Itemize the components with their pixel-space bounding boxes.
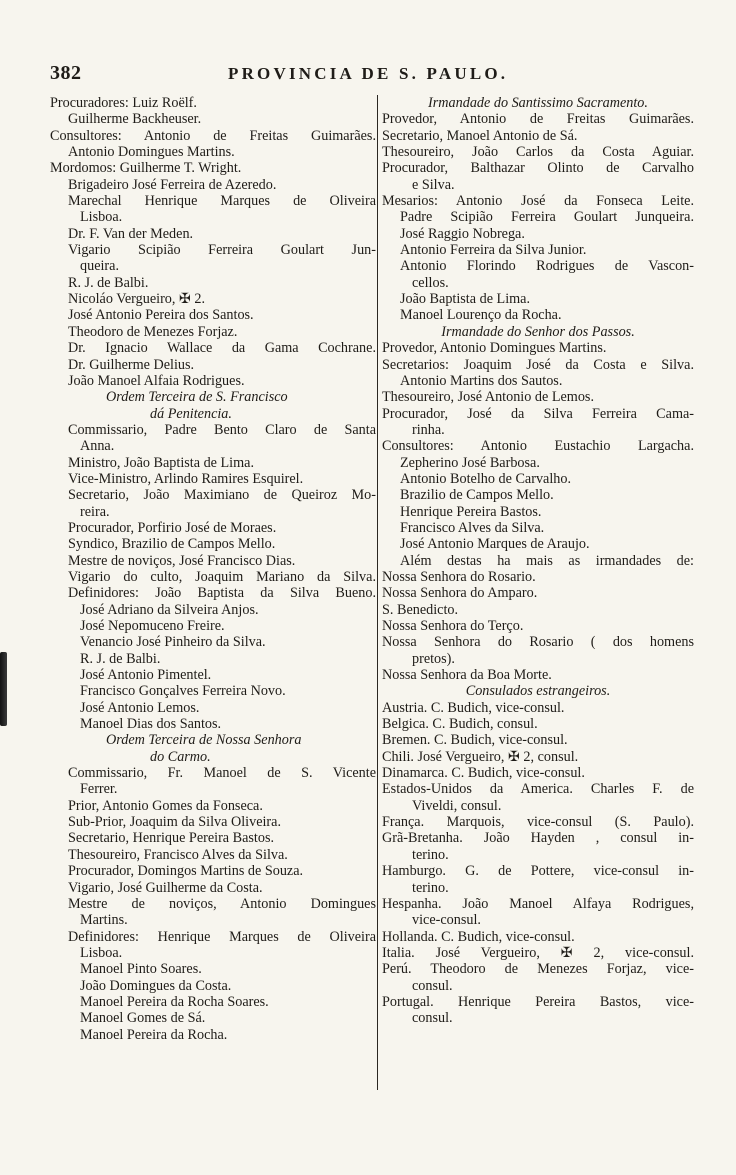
left-column-text-line: Dr. Ignacio Wallace da Gama Cochrane. (68, 340, 376, 357)
left-column-text-line: Antonio Domingues Martins. (68, 144, 235, 161)
right-column-text-line: Nossa Senhora do Amparo. (382, 585, 538, 602)
left-column-text-line: Mestre de noviços, José Francisco Dias. (68, 552, 296, 569)
right-column-text-line: Zepherino José Barbosa. (400, 454, 540, 471)
left-column-text-line: Lisboa. (80, 209, 123, 226)
left-column-text-line: Martins. (80, 912, 128, 929)
left-column-text-line: José Nepomuceno Freire. (80, 618, 225, 634)
right-column-text-line: Grã-Bretanha. João Hayden , consul in- (382, 830, 694, 847)
left-column-section-heading: do Carmo. (150, 748, 211, 765)
right-column-text-line: S. Benedicto. (382, 601, 459, 618)
left-column-text-line: Sub-Prior, Joaquim da Silva Oliveira. (68, 814, 282, 831)
right-column-text-line: Perú. Theodoro de Menezes Forjaz, vice- (382, 961, 694, 978)
right-column-text-line: José Raggio Nobrega. (400, 225, 525, 242)
left-column-text-line: R. J. de Balbi. (68, 274, 149, 291)
right-column-text-line: Henrique Pereira Bastos. (400, 503, 542, 520)
right-column-text-line: Nossa Senhora do Rosario ( dos homens (382, 634, 694, 651)
left-column-text-line: Manoel Pereira da Rocha. (80, 1026, 228, 1043)
right-column-text-line: e Silva. (412, 176, 455, 193)
right-column-section-heading: Consulados estrangeiros. (465, 683, 611, 700)
right-column-text-line: terino. (412, 846, 449, 863)
page-number: 382 (50, 62, 82, 84)
right-column-text-line: Provedor, Antonio de Freitas Guimarães. (382, 111, 694, 128)
left-column-text-line: Procurador, Porfirio José de Moraes. (68, 519, 277, 536)
left-column-text-line: Theodoro de Menezes Forjaz. (68, 323, 238, 340)
right-column-text-line: Estados-Unidos da America. Charles F. de (382, 781, 694, 798)
left-column-text-line: José Antonio Pereira dos Santos. (68, 307, 254, 324)
running-title: PROVINCIA DE S. PAULO. (228, 64, 509, 83)
right-column-text-line: João Baptista de Lima. (400, 291, 531, 308)
right-column-text-line: rinha. (412, 421, 445, 438)
right-column-text-line: consul. (412, 1010, 453, 1027)
right-column-section-heading: Irmandade do Senhor dos Passos. (441, 323, 635, 340)
left-column (50, 95, 376, 1043)
left-column-text-line: Vigario, José Guilherme da Costa. (68, 879, 263, 896)
right-column-text-line: Nossa Senhora do Terço. (382, 618, 524, 634)
left-column-text-line: Guilherme Backheuser. (68, 111, 202, 128)
right-column-text-line: Hespanha. João Manoel Alfaya Rodrigues, (382, 895, 694, 912)
right-column-text-line: pretos). (412, 650, 455, 667)
left-column-text-line: Vigario do culto, Joaquim Mariano da Silva. (68, 568, 376, 585)
left-column-text-line: Vigario Scipião Ferreira Goulart Jun- (68, 242, 376, 259)
right-column-text-line: Antonio Florindo Rodrigues de Vascon- (400, 258, 694, 275)
left-column-text-line: José Adriano da Silveira Anjos. (80, 601, 259, 618)
right-column-text-line: Chili. José Vergueiro, ✠ 2, consul. (382, 748, 579, 765)
right-column-section-heading: Irmandade do Santissimo Sacramento. (428, 95, 648, 111)
left-column-text-line: Secretario, João Maximiano de Queiroz Mo- (68, 487, 376, 504)
right-column-text-line: Thesoureiro, João Carlos da Costa Aguiar. (382, 144, 694, 161)
right-column-text-line: Provedor, Antonio Domingues Martins. (382, 340, 607, 357)
right-column-text-line: Secretario, Manoel Antonio de Sá. (382, 127, 578, 144)
left-column-text-line: Procurador, Domingos Martins de Souza. (68, 863, 304, 880)
right-column-text-line: consul. (412, 977, 453, 994)
right-column-text-line: França. Marquois, vice-consul (S. Paulo). (382, 814, 694, 831)
right-column-text-line: Secretarios: Joaquim José da Costa e Silva. (382, 356, 694, 373)
right-column-text-line: Dinamarca. C. Budich, vice-consul. (382, 765, 585, 782)
right-column-text-line: José Antonio Marques de Araujo. (400, 536, 590, 553)
left-column-text-line: Thesoureiro, Francisco Alves da Silva. (68, 846, 288, 863)
left-column-text-line: Manoel Gomes de Sá. (80, 1010, 206, 1027)
right-column-text-line: Bremen. C. Budich, vice-consul. (382, 732, 568, 749)
left-column-text-line: Anna. (80, 438, 115, 455)
left-column-text-line: Nicoláo Vergueiro, ✠ 2. (68, 291, 206, 308)
left-column-text-line: Dr. F. Van der Meden. (68, 225, 194, 242)
left-column-text-line: Procuradores: Luiz Roëlf. (50, 95, 197, 111)
left-column-text-line: Secretario, Henrique Pereira Bastos. (68, 830, 275, 847)
right-column-text-line: terino. (412, 879, 449, 896)
right-column-text-line: Antonio Ferreira da Silva Junior. (400, 242, 587, 259)
left-column-section-heading: dá Penitencia. (150, 405, 232, 422)
left-column-text-line: Francisco Gonçalves Ferreira Novo. (80, 683, 286, 700)
left-column-text-line: Lisboa. (80, 944, 123, 961)
left-column-text-line: Commissario, Fr. Manoel de S. Vicente (68, 765, 376, 782)
right-column-text-line: Além destas ha mais as irmandades de: (400, 552, 694, 569)
right-column-text-line: Consultores: Antonio Eustachio Largacha. (382, 438, 694, 455)
column-divider (377, 95, 378, 1090)
right-column-text-line: Procurador, Balthazar Olinto de Carvalho (382, 160, 694, 177)
left-column-text-line: João Domingues da Costa. (80, 977, 232, 994)
left-column-text-line: José Antonio Pimentel. (80, 667, 212, 684)
right-column-text-line: Nossa Senhora do Rosario. (382, 568, 536, 585)
right-column-text-line: Viveldi, consul. (412, 797, 502, 814)
scan-edge-mark (0, 652, 7, 726)
right-column-text-line: Hollanda. C. Budich, vice-consul. (382, 928, 575, 945)
right-column-text-line: Francisco Alves da Silva. (400, 519, 545, 536)
left-column-text-line: Mestre de noviços, Antonio Domingues (68, 895, 376, 912)
right-column-text-line: Manoel Lourenço da Rocha. (400, 307, 562, 324)
left-column-text-line: Venancio José Pinheiro da Silva. (80, 634, 266, 651)
left-column-text-line: José Antonio Lemos. (80, 699, 200, 716)
right-column-text-line: Nossa Senhora da Boa Morte. (382, 667, 552, 684)
page-header (50, 62, 690, 86)
left-column-text-line: Dr. Guilherme Delius. (68, 356, 195, 373)
left-column-section-heading: Ordem Terceira de S. Francisco (106, 389, 288, 406)
right-column-text-line: Thesoureiro, José Antonio de Lemos. (382, 389, 594, 406)
left-column-text-line: João Manoel Alfaia Rodrigues. (68, 372, 245, 389)
left-column-text-line: Mordomos: Guilherme T. Wright. (50, 160, 242, 177)
right-column-text-line: Brazilio de Campos Mello. (400, 487, 554, 504)
left-column-text-line: queira. (80, 258, 119, 275)
right-column-text-line: Mesarios: Antonio José da Fonseca Leite. (382, 193, 694, 210)
left-column-text-line: Definidores: João Baptista da Silva Bueno. (68, 585, 376, 602)
left-column-text-line: Consultores: Antonio de Freitas Guimarães. (50, 127, 376, 144)
right-column-text-line: Italia. José Vergueiro, ✠ 2, vice-consul. (382, 944, 694, 961)
left-column-text-line: Ferrer. (80, 781, 118, 798)
right-column-text-line: vice-consul. (412, 912, 481, 929)
left-column-text-line: Manoel Dias dos Santos. (80, 716, 222, 733)
left-column-text-line: Prior, Antonio Gomes da Fonseca. (68, 797, 263, 814)
left-column-text-line: Ministro, João Baptista de Lima. (68, 454, 254, 471)
left-column-text-line: Vice-Ministro, Arlindo Ramires Esquirel. (68, 470, 304, 487)
left-column-text-line: Brigadeiro José Ferreira de Azeredo. (68, 176, 277, 193)
right-column-text-line: Antonio Martins dos Sautos. (400, 372, 563, 389)
right-column-text-line: Hamburgo. G. de Pottere, vice-consul in- (382, 863, 694, 880)
right-column (382, 95, 694, 1027)
left-column-text-line: reira. (80, 503, 110, 520)
left-column-section-heading: Ordem Terceira de Nossa Senhora (106, 732, 302, 749)
right-column-text-line: Portugal. Henrique Pereira Bastos, vice- (382, 993, 694, 1010)
left-column-text-line: Syndico, Brazilio de Campos Mello. (68, 536, 276, 553)
right-column-text-line: Procurador, José da Silva Ferreira Cama- (382, 405, 694, 422)
left-column-text-line: R. J. de Balbi. (80, 650, 161, 667)
right-column-text-line: Padre Scipião Ferreira Goulart Junqueira. (400, 209, 694, 226)
right-column-text-line: cellos. (412, 274, 449, 291)
left-column-text-line: Definidores: Henrique Marques de Oliveira (68, 928, 376, 945)
right-column-text-line: Antonio Botelho de Carvalho. (400, 470, 572, 487)
right-column-text-line: Austria. C. Budich, vice-consul. (382, 699, 565, 716)
left-column-text-line: Manoel Pinto Soares. (80, 961, 202, 978)
left-column-text-line: Manoel Pereira da Rocha Soares. (80, 993, 269, 1010)
left-column-text-line: Commissario, Padre Bento Claro de Santa (68, 421, 376, 438)
right-column-text-line: Belgica. C. Budich, consul. (382, 716, 538, 733)
left-column-text-line: Marechal Henrique Marques de Oliveira (68, 193, 376, 210)
